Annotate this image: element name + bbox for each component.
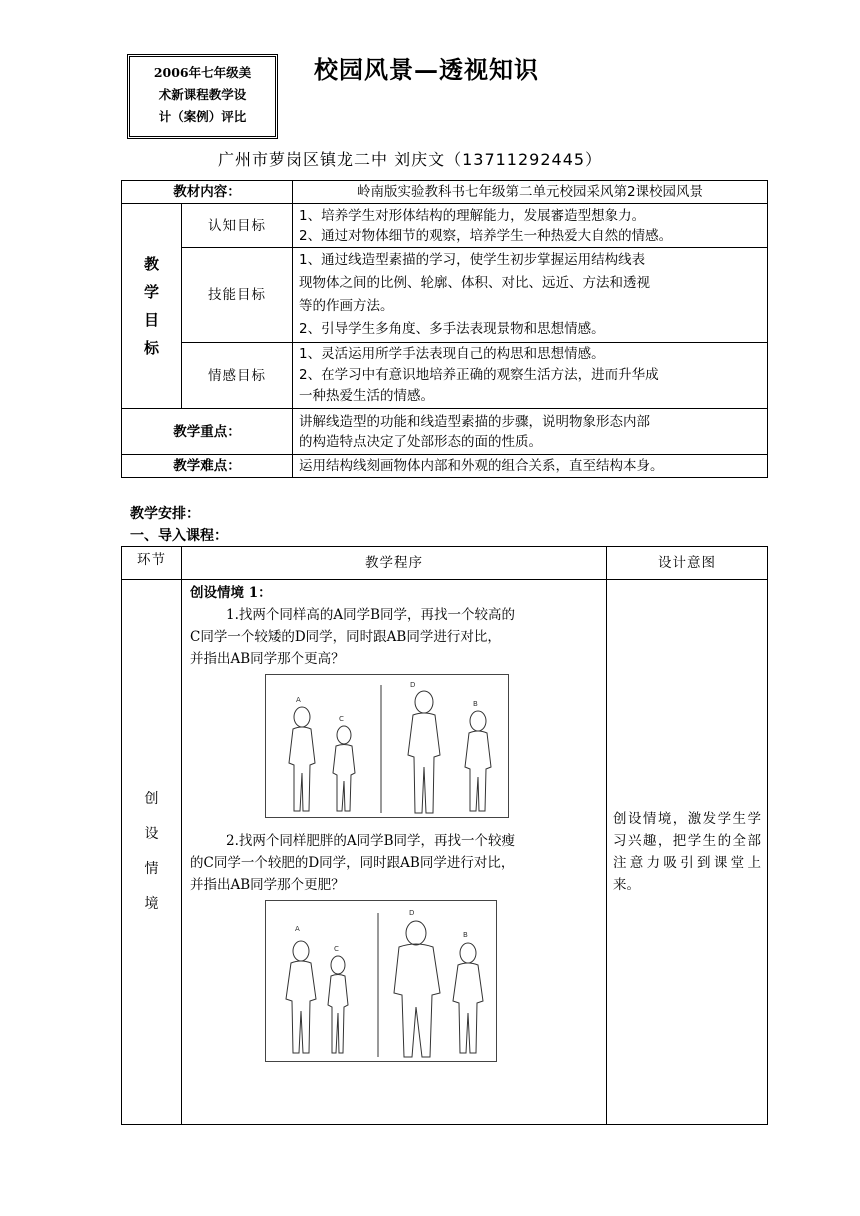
key-point-label: 教学重点：	[122, 409, 293, 455]
fig2-label-d: D	[409, 909, 415, 917]
stamp-line-3: 计（案例）评比	[158, 109, 247, 124]
fig1-label-a: A	[296, 696, 301, 704]
lesson-info-table	[121, 180, 768, 478]
question-2-line-2: 的C同学一个较肥的D同学，同时跟AB同学进行对比，	[190, 855, 515, 871]
fig2-label-a: A	[295, 925, 300, 933]
col-header-procedure: 教学程序	[182, 547, 607, 580]
question-1-line-3: 并指出AB同学那个更高？	[190, 651, 345, 667]
difficulty-label: 教学难点：	[122, 455, 293, 478]
question-1-line-2: C同学一个较矮的D同学，同时跟AB同学进行对比，	[190, 629, 501, 645]
students-weight-illustration	[266, 901, 498, 1063]
competition-stamp	[127, 54, 278, 139]
stamp-line-2: 术新课程教学设	[158, 87, 247, 102]
question-2-line-3: 并指出AB同学那个更肥？	[190, 877, 345, 893]
stamp-line-1: 2006年七年级美	[153, 65, 252, 80]
fig2-label-c: C	[334, 945, 339, 953]
height-comparison-figure	[265, 674, 509, 818]
page-title: 校园风景—透视知识	[314, 55, 539, 84]
skill-goal-text: 1、通过线造型素描的学习，使学生初步掌握运用结构线表 现物体之间的比例、轮廓、体积、对比、远近、方法和透视 等的作画方法。 2、引导学生多角度、多手法表现景物和思想情感。	[293, 248, 768, 343]
intro-heading: 一、导入课程：	[130, 528, 228, 544]
question-1-line-1: 1.找两个同样高的A同学B同学，再找一个较高的	[226, 607, 516, 623]
cognitive-goal-label: 认知目标	[182, 204, 293, 248]
skill-goal-label: 技能目标	[182, 248, 293, 343]
fig1-label-b: B	[473, 700, 478, 708]
process-table	[121, 546, 768, 1125]
key-point-text: 讲解线造型的功能和线造型素描的步骤，说明物象形态内部 的构造特点决定了处部形态的面的性质。	[293, 409, 768, 455]
difficulty-text: 运用结构线刻画物体内部和外观的组合关系，直至结构本身。	[293, 455, 768, 478]
scene-title: 创设情境 1：	[190, 585, 272, 601]
material-label: 教材内容：	[122, 181, 293, 204]
procedure-content	[182, 580, 607, 1125]
material-value: 岭南版实验教科书七年级第二单元校园采风第2课校园风景	[293, 181, 768, 204]
emotion-goal-label: 情感目标	[182, 343, 293, 409]
col-header-section: 环节	[122, 547, 182, 580]
author-line: 广州市萝岗区镇龙二中 刘庆文（13711292445）	[218, 150, 603, 169]
col-header-intent: 设计意图	[607, 547, 768, 580]
design-intent-text: 创设情境，激发学生学习兴趣，把学生的全部注意力吸引到课堂上来。	[607, 580, 768, 1125]
arrangement-heading: 教学安排：	[130, 506, 200, 522]
weight-comparison-figure	[265, 900, 497, 1062]
fig2-label-b: B	[463, 931, 468, 939]
fig1-label-d: D	[410, 681, 416, 689]
cognitive-goal-text: 1、培养学生对形体结构的理解能力，发展審造型想象力。 2、通过对物体细节的观察，培养学生一种热爱大自然的情感。	[293, 204, 768, 248]
fig1-label-c: C	[339, 715, 344, 723]
emotion-goal-text: 1、灵活运用所学手法表现自己的构思和思想情感。 2、在学习中有意识地培养正确的观察生活方法，进而升华成 一种热爱生活的情感。	[293, 343, 768, 409]
goals-label: 教 学 目 标	[122, 204, 182, 409]
students-height-illustration	[266, 675, 510, 819]
question-2-line-1: 2.找两个同样肥胖的A同学B同学，再找一个较瘦	[226, 833, 516, 849]
section-label-scene: 创 设 情 境	[122, 580, 182, 1125]
